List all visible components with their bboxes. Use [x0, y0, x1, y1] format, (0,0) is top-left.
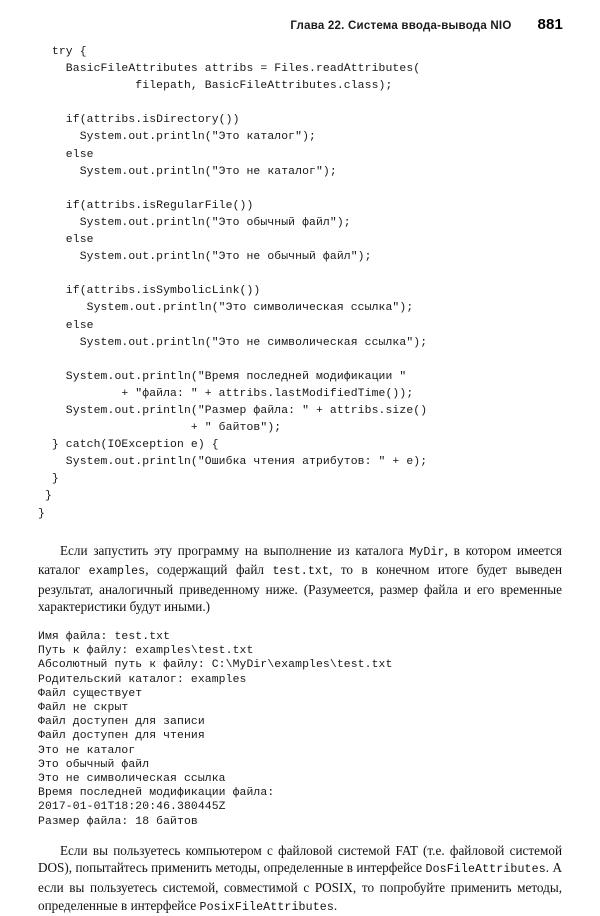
program-output-listing [38, 630, 562, 829]
spacer [38, 829, 562, 842]
code-line: System.out.println("Это не обычный файл"); [38, 251, 372, 264]
running-head [0, 16, 600, 36]
page-number: 881 [537, 16, 563, 33]
paragraph-text: Если вы пользуетесь компьютером с файловой системой FAT (т.е. файловой системой DOS), попытайтесь применить методы, определенные в интерфейсе [38, 842, 562, 876]
paragraph-text: . А если вы пользуетесь системой, совместимой с POSIX, то попробуйте применить методы, определенные в интерфейсе [38, 860, 563, 913]
output-line: Файл не скрыт [38, 702, 129, 715]
code-line: + "файла: " + attribs.lastModifiedTime()); [38, 387, 414, 400]
code-line: } [38, 490, 52, 503]
paragraph-text: Если запустить эту программу на выполнение из каталога [60, 542, 410, 558]
paragraph-text: , в котором имеется каталог [38, 542, 562, 578]
code-line [38, 266, 562, 283]
code-line [38, 352, 562, 369]
code-line: else [38, 319, 94, 332]
inline-code: test.txt [272, 565, 330, 579]
code-line: } [38, 507, 45, 520]
code-line [38, 95, 562, 112]
output-line: 2017-01-01T18:20:46.380445Z [38, 801, 226, 814]
inline-code: PosixFileAttributes [199, 900, 334, 914]
code-line: else [38, 234, 94, 247]
output-line: Абсолютный путь к файлу: C:\MyDir\examples\test.txt [38, 659, 393, 672]
code-line: try { [38, 46, 87, 58]
code-line: if(attribs.isRegularFile()) [38, 199, 254, 212]
output-line: Файл доступен для чтения [38, 730, 205, 743]
output-line: Родительский каталог: examples [38, 673, 247, 686]
output-line: Файл доступен для записи [38, 716, 205, 729]
inline-code: MyDir [409, 545, 445, 559]
code-line: System.out.println("Это обычный файл"); [38, 216, 351, 229]
code-line: + " байтов"); [38, 422, 282, 435]
code-line: System.out.println("Это символическая ссылка"); [38, 302, 414, 315]
paragraph-run-program [38, 542, 562, 616]
paragraph-text: , то в конечном итоге будет выведен результат, аналогичный приведенному ниже. (Разумеется, размер файла и его временные характеристики будут иными.) [38, 562, 563, 615]
output-line: Путь к файлу: examples\test.txt [38, 645, 254, 658]
paragraph-text: . [333, 897, 338, 913]
code-line: } [38, 473, 59, 486]
code-line: if(attribs.isDirectory()) [38, 114, 240, 127]
inline-code: examples [88, 565, 146, 579]
output-line: Это не каталог [38, 744, 136, 757]
code-line: System.out.println("Ошибка чтения атрибутов: " + e); [38, 456, 428, 469]
paragraph-text: , содержащий файл [145, 562, 273, 578]
output-line: Это обычный файл [38, 758, 150, 771]
output-line: Время последней модификации файла: [38, 787, 275, 800]
code-line: System.out.println("Это не символическая ссылка"); [38, 336, 428, 349]
code-listing [38, 44, 562, 523]
code-line: System.out.println("Время последней модификации " [38, 370, 407, 383]
code-line: } catch(IOException e) { [38, 439, 219, 452]
code-line: filepath, BasicFileAttributes.class); [38, 80, 393, 93]
code-line: if(attribs.isSymbolicLink()) [38, 285, 261, 298]
code-line: System.out.println("Это каталог"); [38, 131, 316, 144]
output-line: Имя файла: test.txt [38, 631, 171, 643]
paragraph-fat-posix [38, 842, 562, 916]
output-line: Размер файла: 18 байтов [38, 815, 198, 828]
code-line: else [38, 148, 94, 161]
spacer [38, 523, 562, 542]
inline-code: DosFileAttributes [425, 863, 546, 877]
code-line [38, 181, 562, 198]
code-line: System.out.println("Это не каталог"); [38, 165, 337, 178]
code-line: System.out.println("Размер файла: " + attribs.size() [38, 404, 428, 417]
output-line: Файл существует [38, 687, 143, 700]
chapter-title: Глава 22. Система ввода-вывода NIO [290, 20, 512, 32]
code-line: BasicFileAttributes attribs = Files.readAttributes( [38, 63, 421, 76]
output-line: Это не символическая ссылка [38, 773, 226, 786]
page-content [38, 44, 562, 916]
spacer [38, 616, 562, 630]
